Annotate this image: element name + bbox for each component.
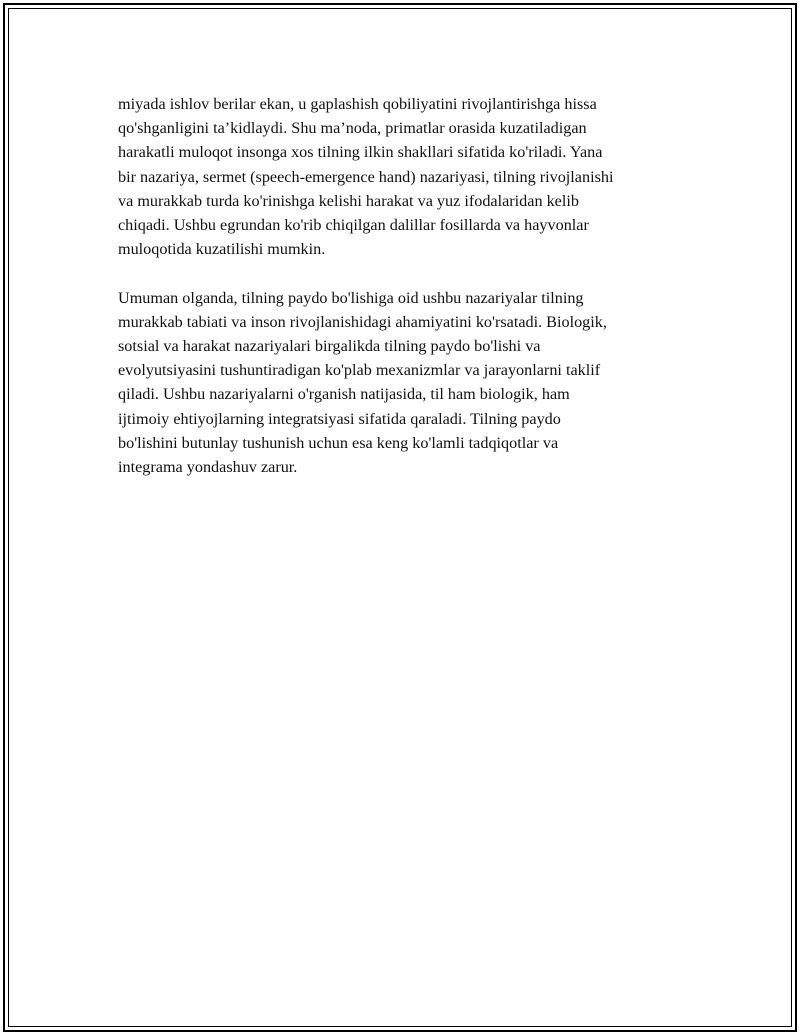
text-line: chiqadi. Ushbu egrundan ko'rib chiqilgan dalillar fosillarda va hayvonlar xyxy=(118,216,589,235)
paragraph-1 xyxy=(118,92,693,261)
text-line: va murakkab turda ko'rinishga kelishi harakat va yuz ifodalaridan kelib xyxy=(118,191,579,210)
text-line: bir nazariya, sermet (speech-emergence hand) nazariyasi, tilning rivojlanishi xyxy=(118,167,614,186)
text-line: Umuman olganda, tilning paydo bo'lishiga oid ushbu nazariyalar tilning xyxy=(118,288,584,307)
text-line: bo'lishini butunlay tushunish uchun esa keng ko'lamli tadqiqotlar va xyxy=(118,433,559,452)
text-line: murakkab tabiati va inson rivojlanishidagi ahamiyatini ko'rsatadi. Biologik, xyxy=(118,312,607,331)
text-line: ijtimoiy ehtiyojlarning integratsiyasi sifatida qaraladi. Tilning paydo xyxy=(118,409,561,428)
text-line: evolyutsiyasini tushuntiradigan ko'plab mexanizmlar va jarayonlarni taklif xyxy=(118,361,601,380)
text-line: harakatli muloqot insonga xos tilning ilkin shakllari sifatida ko'riladi. Yana xyxy=(118,143,603,162)
text-line: integrama yondashuv zarur. xyxy=(118,458,298,477)
text-line: qiladi. Ushbu nazariyalarni o'rganish natijasida, til ham biologik, ham xyxy=(118,385,570,404)
text-line: qo'shganligini ta’kidlaydi. Shu ma’noda, primatlar orasida kuzatiladigan xyxy=(118,119,587,138)
text-line: miyada ishlov berilar ekan, u gaplashish qobiliyatini rivojlantirishga hissa xyxy=(118,95,597,113)
paragraph-2 xyxy=(118,286,693,480)
text-line: sotsial va harakat nazariyalari birgalikda tilning paydo bo'lishi va xyxy=(118,337,541,356)
text-line: muloqotida kuzatilishi mumkin. xyxy=(118,240,326,259)
document-body xyxy=(118,92,693,503)
